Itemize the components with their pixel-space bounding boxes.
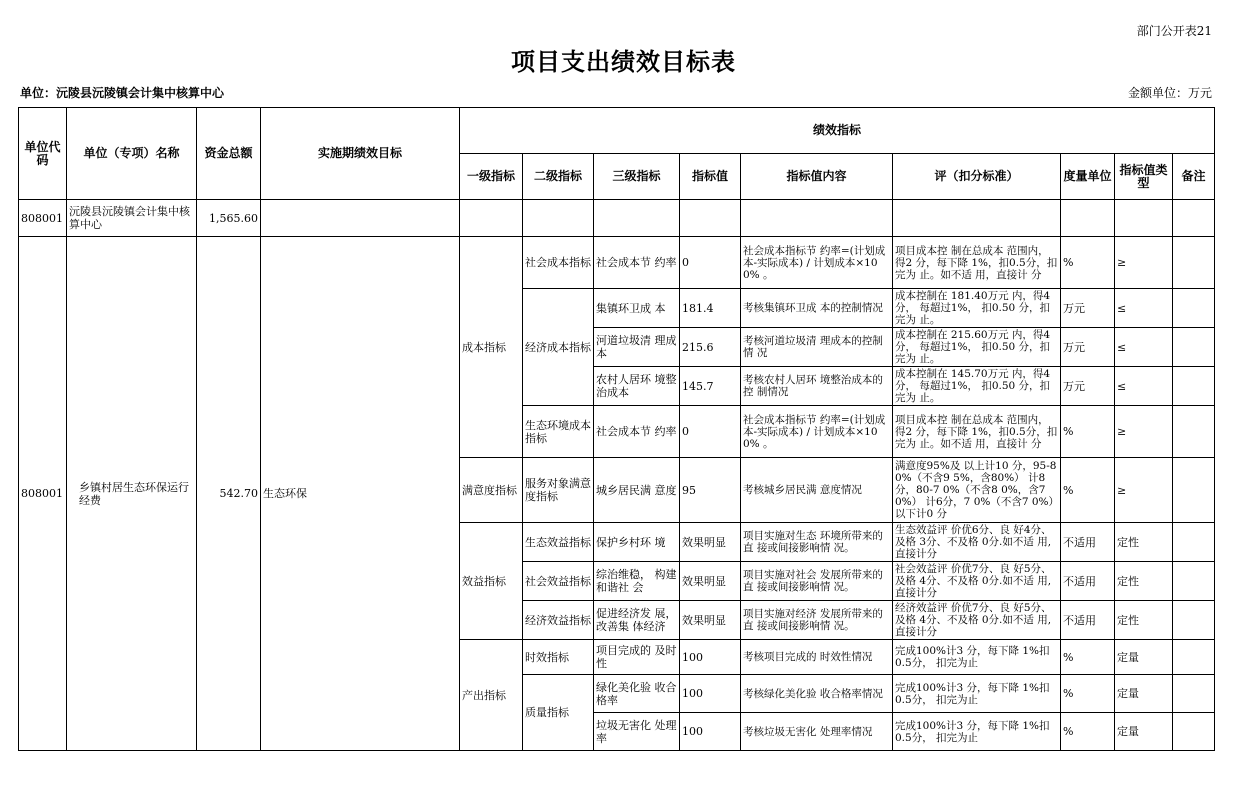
value-cell: 215.6 xyxy=(680,328,741,367)
col-measure-unit: 度量单位 xyxy=(1061,154,1115,200)
col-goal: 实施期绩效目标 xyxy=(261,108,460,200)
criteria-cell: 完成100%计3 分，每下降 1%扣0.5分， 扣完为止 xyxy=(893,713,1061,751)
value-cell: 效果明显 xyxy=(680,523,741,562)
col-code: 单位代码 xyxy=(19,108,67,200)
value-cell: 145.7 xyxy=(680,367,741,406)
level2-social-cost: 社会成本指标 xyxy=(523,237,594,289)
unit-row xyxy=(19,200,1215,237)
col-criteria: 评（扣分标准） xyxy=(893,154,1061,200)
level3-cell: 垃圾无害化 处理率 xyxy=(594,713,680,751)
col-total: 资金总额 xyxy=(197,108,261,200)
criteria-cell: 生态效益评 价优6分、良 好4分、及格 3分、不及格 0分.如不适 用,直接计分 xyxy=(893,523,1061,562)
type-cell: 定量 xyxy=(1115,640,1173,675)
type-cell: ≥ xyxy=(1115,458,1173,523)
unit-cell: 万元 xyxy=(1061,367,1115,406)
level2-economic-cost: 经济成本指标 xyxy=(523,289,594,406)
unit-code: 808001 xyxy=(19,200,67,237)
unit-label: 单位：沅陵县沅陵镇会计集中核算中心 xyxy=(20,86,225,100)
col-level2: 二级指标 xyxy=(523,154,594,200)
value-cell: 100 xyxy=(680,675,741,713)
project-total: 542.70 xyxy=(197,237,261,751)
type-cell: ≥ xyxy=(1115,237,1173,289)
unit-name: 沅陵县沅陵镇会计集中核算中心 xyxy=(67,200,197,237)
level1-satisfaction: 满意度指标 xyxy=(460,458,523,523)
level3-cell: 项目完成的 及时性 xyxy=(594,640,680,675)
content-cell: 项目实施对社会 发展所带来的直 接或间接影响情 况。 xyxy=(741,562,893,601)
criteria-cell: 项目成本控 制在总成本 范围内，得2 分，每下降 1%，扣0.5分，扣完为 止。如不适 用，直接计 分 xyxy=(893,406,1061,458)
unit-cell: 万元 xyxy=(1061,289,1115,328)
header-row-1 xyxy=(19,108,1215,154)
type-cell: ≤ xyxy=(1115,328,1173,367)
unit-cell: % xyxy=(1061,640,1115,675)
criteria-cell: 成本控制在 215.60万元 内，得4分， 每超过1%， 扣0.50 分，扣完为 止。 xyxy=(893,328,1061,367)
criteria-cell: 成本控制在 181.40万元 内，得4分， 每超过1%， 扣0.50 分，扣完为 止。 xyxy=(893,289,1061,328)
col-remark: 备注 xyxy=(1173,154,1215,200)
level1-output: 产出指标 xyxy=(460,640,523,751)
level3-cell: 城乡居民满 意度 xyxy=(594,458,680,523)
type-cell: ≥ xyxy=(1115,406,1173,458)
content-cell: 社会成本指标节 约率=(计划成 本-实际成本) / 计划成本×100% 。 xyxy=(741,406,893,458)
content-cell: 考核绿化美化验 收合格率情况 xyxy=(741,675,893,713)
col-level1: 一级指标 xyxy=(460,154,523,200)
col-name: 单位（专项）名称 xyxy=(67,108,197,200)
col-value-type: 指标值类型 xyxy=(1115,154,1173,200)
value-cell: 效果明显 xyxy=(680,562,741,601)
level2-timeliness: 时效指标 xyxy=(523,640,594,675)
col-value: 指标值 xyxy=(680,154,741,200)
unit-total: 1,565.60 xyxy=(197,200,261,237)
col-content: 指标值内容 xyxy=(741,154,893,200)
amount-unit-label: 金额单位：万元 xyxy=(1127,86,1212,100)
level2-eco-env-cost: 生态环境成本指标 xyxy=(523,406,594,458)
criteria-cell: 完成100%计3 分，每下降 1%扣0.5分， 扣完为止 xyxy=(893,675,1061,713)
level3-cell: 促进经济发 展，改善集 体经济 xyxy=(594,601,680,640)
type-cell: 定性 xyxy=(1115,562,1173,601)
type-cell: 定性 xyxy=(1115,601,1173,640)
value-cell: 181.4 xyxy=(680,289,741,328)
unit-cell: % xyxy=(1061,237,1115,289)
content-cell: 项目实施对生态 环境所带来的直 接或间接影响情 况。 xyxy=(741,523,893,562)
criteria-cell: 社会效益评 价优7分、良 好5分、及格 4分、不及格 0分.如不适 用,直接计分 xyxy=(893,562,1061,601)
value-cell: 效果明显 xyxy=(680,601,741,640)
level3-cell: 河道垃圾清 理成本 xyxy=(594,328,680,367)
level3-cell: 绿化美化验 收合格率 xyxy=(594,675,680,713)
value-cell: 0 xyxy=(680,406,741,458)
level2-social-benefit: 社会效益指标 xyxy=(523,562,594,601)
content-cell: 考核垃圾无害化 处理率情况 xyxy=(741,713,893,751)
col-level3: 三级指标 xyxy=(594,154,680,200)
table-row xyxy=(19,237,1215,289)
content-cell: 考核城乡居民满 意度情况 xyxy=(741,458,893,523)
level2-service-satisfaction: 服务对象满意度指标 xyxy=(523,458,594,523)
level1-cost: 成本指标 xyxy=(460,237,523,458)
type-cell: 定量 xyxy=(1115,675,1173,713)
level3-cell: 集镇环卫成 本 xyxy=(594,289,680,328)
content-cell: 考核农村人居环 境整治成本的控 制情况 xyxy=(741,367,893,406)
content-cell: 考核集镇环卫成 本的控制情况 xyxy=(741,289,893,328)
type-cell: 定量 xyxy=(1115,713,1173,751)
level2-quality: 质量指标 xyxy=(523,675,594,751)
project-name: 乡镇村居生态环保运行经费 xyxy=(67,237,197,751)
unit-cell: % xyxy=(1061,406,1115,458)
content-cell: 社会成本指标节 约率=(计划成 本-实际成本) / 计划成本×100% 。 xyxy=(741,237,893,289)
type-cell: ≤ xyxy=(1115,289,1173,328)
level2-econ-benefit: 经济效益指标 xyxy=(523,601,594,640)
unit-cell: 不适用 xyxy=(1061,601,1115,640)
content-cell: 考核河道垃圾清 理成本的控制情 况 xyxy=(741,328,893,367)
value-cell: 100 xyxy=(680,713,741,751)
project-goal: 生态环保 xyxy=(261,237,460,751)
criteria-cell: 满意度95%及 以上计10 分，95-80%（不含9 5%，含80%） 计8分，80-7 0%（不含8 0%，含70%） 计6分，7 0%（不含7 0%）以下计0 分 xyxy=(893,458,1061,523)
unit-cell: 不适用 xyxy=(1061,562,1115,601)
criteria-cell: 完成100%计3 分，每下降 1%扣0.5分， 扣完为止 xyxy=(893,640,1061,675)
level2-eco-benefit: 生态效益指标 xyxy=(523,523,594,562)
level3-cell: 综治维稳， 构建和谐社 会 xyxy=(594,562,680,601)
level3-cell: 农村人居环 境整治成本 xyxy=(594,367,680,406)
level3-cell: 社会成本节 约率 xyxy=(594,406,680,458)
unit-cell: 万元 xyxy=(1061,328,1115,367)
type-cell: ≤ xyxy=(1115,367,1173,406)
performance-table xyxy=(18,107,1215,751)
value-cell: 95 xyxy=(680,458,741,523)
unit-cell: % xyxy=(1061,713,1115,751)
form-number: 部门公开表21 xyxy=(1136,24,1212,38)
unit-cell: % xyxy=(1061,458,1115,523)
content-cell: 项目实施对经济 发展所带来的直 接或间接影响情 况。 xyxy=(741,601,893,640)
unit-cell: 不适用 xyxy=(1061,523,1115,562)
criteria-cell: 经济效益评 价优7分、良 好5分、及格 4分、不及格 0分.如不适 用,直接计分 xyxy=(893,601,1061,640)
level3-cell: 保护乡村环 境 xyxy=(594,523,680,562)
level1-benefit: 效益指标 xyxy=(460,523,523,640)
criteria-cell: 项目成本控 制在总成本 范围内，得2 分，每下降 1%，扣0.5分，扣完为 止。如不适 用，直接计 分 xyxy=(893,237,1061,289)
criteria-cell: 成本控制在 145.70万元 内，得4分， 每超过1%， 扣0.50 分，扣完为 止。 xyxy=(893,367,1061,406)
page-title: 项目支出绩效目标表 xyxy=(511,48,736,76)
col-indicators: 绩效指标 xyxy=(460,108,1215,154)
value-cell: 100 xyxy=(680,640,741,675)
unit-cell: % xyxy=(1061,675,1115,713)
level3-cell: 社会成本节 约率 xyxy=(594,237,680,289)
project-code: 808001 xyxy=(19,237,67,751)
type-cell: 定性 xyxy=(1115,523,1173,562)
content-cell: 考核项目完成的 时效性情况 xyxy=(741,640,893,675)
value-cell: 0 xyxy=(680,237,741,289)
